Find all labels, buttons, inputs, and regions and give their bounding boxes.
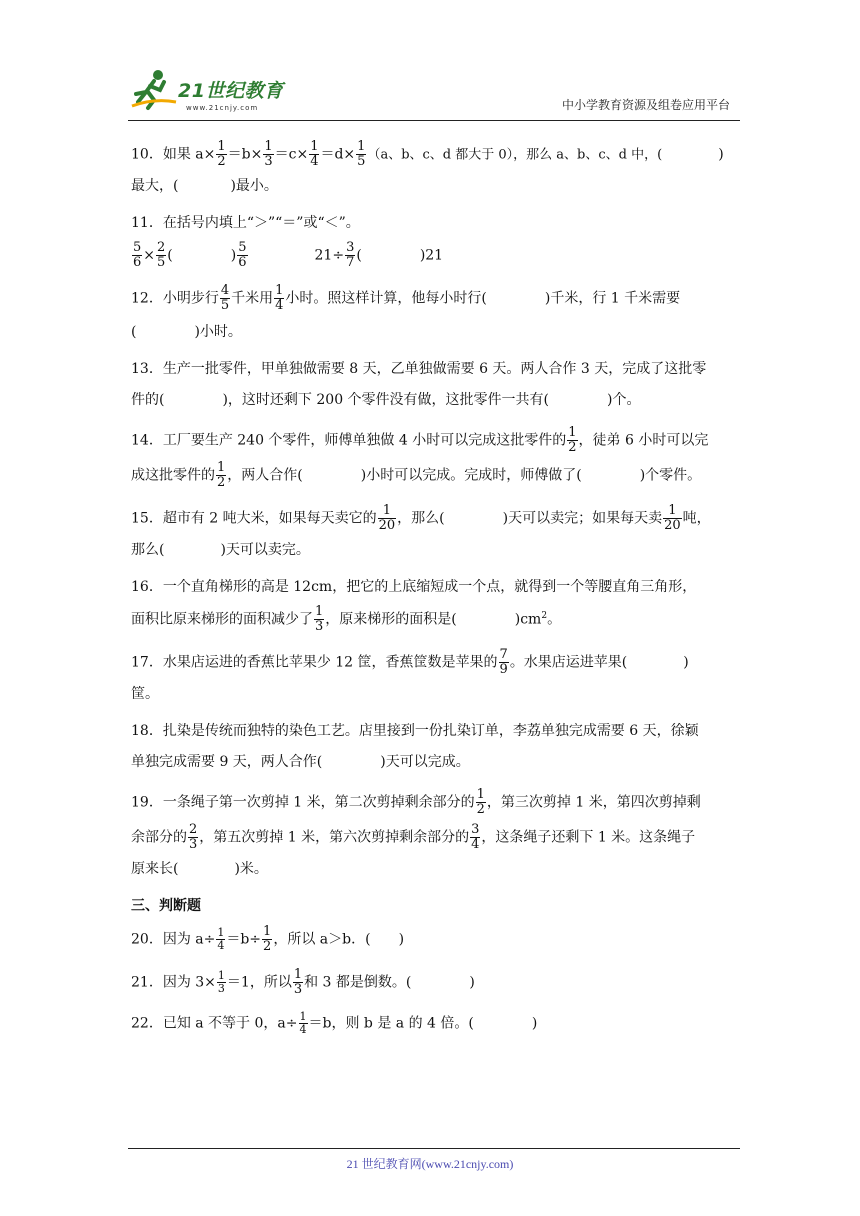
text: 10．如果 a× <box>131 146 216 163</box>
numerator: 4 <box>220 283 230 298</box>
denominator: 4 <box>310 154 319 169</box>
text: 22．已知 a 不等于 0，a÷ <box>131 1015 298 1032</box>
runner-logo-icon <box>128 68 180 112</box>
denominator: 5 <box>357 154 366 169</box>
text: ＝d× <box>320 146 356 163</box>
logo <box>128 66 308 114</box>
denominator: 2 <box>217 475 226 490</box>
fraction <box>293 968 303 997</box>
numerator: 1 <box>668 503 677 518</box>
text: ＝b，则 b 是 a 的 4 倍。( <box>308 1015 474 1032</box>
numerator: 2 <box>189 822 198 838</box>
numerator: 1 <box>263 924 272 940</box>
text: ＝b× <box>227 146 263 163</box>
fraction <box>220 284 230 313</box>
question-21 <box>131 968 731 997</box>
text: ) <box>718 146 724 163</box>
numerator: 1 <box>217 139 226 154</box>
text: )天可以完成。 <box>380 754 470 771</box>
denominator: 6 <box>133 255 142 270</box>
denominator: 2 <box>568 440 577 455</box>
question-14 <box>131 426 731 490</box>
fraction <box>476 788 486 817</box>
fraction <box>188 823 198 852</box>
text: （a、b、c、d 都大于 0），那么 a、b、c、d 中，( <box>367 147 663 163</box>
text: ＝1，所以 <box>226 974 292 991</box>
fraction <box>263 140 273 169</box>
text: 千米用 <box>231 290 274 307</box>
numerator: 2 <box>157 240 166 255</box>
denominator: 7 <box>346 255 355 270</box>
text: ) <box>469 974 475 991</box>
denominator: 3 <box>189 837 198 853</box>
question-16 <box>131 576 731 634</box>
fraction <box>499 648 509 677</box>
numerator: 1 <box>357 139 366 154</box>
text: 16．一个直角梯形的高是 12cm，把它的上底缩短成一个点，就得到一个等腰直角三角形， <box>131 579 697 595</box>
header-divider <box>128 120 740 121</box>
numerator: 1 <box>315 604 324 620</box>
text: )千米，行 1 千米需要 <box>544 290 681 307</box>
fraction <box>274 284 284 313</box>
question-15 <box>131 504 731 562</box>
text: 11．在括号内填上“＞”“＝”或“＜”。 <box>131 215 360 231</box>
numerator: 1 <box>217 926 225 940</box>
text: ( <box>131 324 137 340</box>
text: ) <box>398 931 405 948</box>
text: 最大，( <box>131 178 179 194</box>
text: 那么( <box>131 542 165 558</box>
text: 17．水果店运进的香蕉比苹果少 12 筐，香蕉筐数是苹果的 <box>131 654 498 671</box>
text: 13．生产一批零件，甲单独做需要 8 天，乙单独做需要 6 天。两人合作 3 天，完成了这批零 <box>131 361 707 377</box>
text: 成这批零件的 <box>131 467 215 484</box>
question-18 <box>131 720 731 774</box>
question-list <box>131 140 731 1050</box>
denominator: 2 <box>217 154 226 169</box>
question-20 <box>131 925 731 954</box>
text: ( <box>356 247 362 264</box>
text: )小时可以完成。完成时，师傅做了( <box>360 467 582 484</box>
question-13 <box>131 358 731 412</box>
text: 面积比原来梯形的面积减少了 <box>131 611 313 628</box>
denominator: 20 <box>664 518 681 533</box>
question-10 <box>131 140 731 198</box>
text: ＝b÷ <box>226 931 262 948</box>
question-12 <box>131 284 731 344</box>
fraction <box>156 241 166 270</box>
text: )米。 <box>234 861 268 878</box>
text: 21÷ <box>314 247 345 264</box>
numerator: 1 <box>382 503 392 518</box>
text: ，第三次剪掉 1 米，第四次剪掉剩 <box>486 794 701 811</box>
numerator: 3 <box>346 240 355 255</box>
text: ) <box>230 247 237 264</box>
fraction <box>470 823 480 852</box>
text: ，原来梯形的面积是( <box>325 611 457 628</box>
text: )天可以卖完；如果每天卖 <box>502 510 663 527</box>
numerator: 1 <box>310 139 319 154</box>
text: 吨， <box>682 510 711 527</box>
text: )个零件。 <box>639 467 702 484</box>
text: 21．因为 3× <box>131 974 216 991</box>
denominator: 6 <box>238 255 247 270</box>
text: ，所以 a＞b．( <box>273 931 371 948</box>
numerator: 1 <box>217 460 226 475</box>
text: 20．因为 a÷ <box>131 931 216 948</box>
numerator: 1 <box>299 1010 307 1024</box>
text: )21 <box>419 247 444 264</box>
fraction <box>309 140 319 169</box>
fraction <box>567 426 577 455</box>
logo-text: 21世纪教育 <box>178 80 284 102</box>
text: 小时。照这样计算，他每小时行( <box>285 290 487 307</box>
denominator: 2 <box>476 802 485 818</box>
text: ( <box>167 247 173 264</box>
fraction <box>217 970 226 995</box>
text: )个。 <box>607 392 641 408</box>
logo-url: www.21cnjy.com <box>186 104 259 112</box>
fraction <box>299 1011 308 1036</box>
denominator: 5 <box>220 298 230 313</box>
superscript: 2 <box>541 611 548 621</box>
text: 14．工厂要生产 240 个零件，师傅单独做 4 小时可以完成这批零件的 <box>131 432 567 449</box>
text: )cm <box>514 611 542 628</box>
numerator: 5 <box>133 240 142 255</box>
text: )小时。 <box>194 324 242 340</box>
text: )天可以卖完。 <box>220 542 310 558</box>
text: 件的( <box>131 392 165 408</box>
denominator: 4 <box>217 939 225 953</box>
text: ，那么( <box>397 510 445 527</box>
denominator: 9 <box>499 662 508 678</box>
fraction <box>262 925 272 954</box>
text: 18．扎染是传统而独特的染色工艺。店里接到一份扎染订单，李荔单独完成需要 6 天，徐颖 <box>131 723 699 740</box>
denominator: 5 <box>157 255 166 270</box>
fraction <box>216 461 226 490</box>
question-11 <box>131 212 731 270</box>
question-17 <box>131 648 731 706</box>
numerator: 3 <box>471 822 480 838</box>
fraction <box>314 605 324 634</box>
text: )，这时还剩下 200 个零件没有做，这批零件一共有( <box>222 392 550 408</box>
numerator: 1 <box>293 967 303 983</box>
fraction <box>663 504 682 533</box>
denominator: 3 <box>217 982 225 996</box>
denominator: 4 <box>299 1023 307 1037</box>
text: 。 <box>547 611 562 628</box>
denominator: 4 <box>275 298 284 313</box>
text: 原来长( <box>131 861 179 878</box>
fraction <box>345 241 355 270</box>
section-heading: 三、判断题 <box>131 898 201 915</box>
header-platform-text: 中小学教育资源及组卷应用平台 <box>561 98 730 112</box>
fraction <box>356 140 366 169</box>
numerator: 5 <box>238 240 247 255</box>
denominator: 20 <box>378 518 396 533</box>
fraction <box>216 927 225 952</box>
numerator: 1 <box>476 787 485 803</box>
text: × <box>143 247 156 264</box>
text: 。水果店运进苹果( <box>509 654 628 671</box>
fraction <box>216 140 226 169</box>
question-22 <box>131 1011 731 1036</box>
numerator: 7 <box>499 647 508 663</box>
numerator: 1 <box>217 969 225 983</box>
question-19 <box>131 788 731 881</box>
text: 19．一条绳子第一次剪掉 1 米，第二次剪掉剩余部分的 <box>131 794 475 811</box>
text: 15．超市有 2 吨大米，如果每天卖它的 <box>131 510 377 527</box>
denominator: 3 <box>293 982 303 998</box>
text: ，徒弟 6 小时可以完 <box>578 432 709 449</box>
text: 和 3 都是倒数。( <box>304 974 412 991</box>
numerator: 1 <box>275 283 284 298</box>
text: ，两人合作( <box>227 467 303 484</box>
denominator: 4 <box>471 837 480 853</box>
denominator: 2 <box>263 939 272 955</box>
text: ) <box>531 1015 538 1032</box>
text: 12．小明步行 <box>131 290 219 307</box>
text: ) <box>683 654 689 671</box>
fraction <box>237 241 247 270</box>
denominator: 3 <box>264 154 273 169</box>
fraction <box>132 241 142 270</box>
text: 单独完成需要 9 天，两人合作( <box>131 754 323 771</box>
text: ，第五次剪掉 1 米，第六次剪掉剩余部分的 <box>199 829 470 846</box>
text: )最小。 <box>230 178 278 194</box>
text: ＝c× <box>274 146 309 163</box>
text: ，这条绳子还剩下 1 米。这条绳子 <box>481 829 696 846</box>
denominator: 3 <box>315 619 324 635</box>
fraction <box>378 504 397 533</box>
numerator: 1 <box>568 425 577 440</box>
numerator: 1 <box>264 139 273 154</box>
footer-divider <box>128 1148 740 1149</box>
text: 筐。 <box>131 686 159 703</box>
footer-text[interactable]: 21 世纪教育网(www.21cnjy.com) <box>346 1157 514 1171</box>
text: 余部分的 <box>131 829 187 846</box>
page-header <box>128 66 730 118</box>
